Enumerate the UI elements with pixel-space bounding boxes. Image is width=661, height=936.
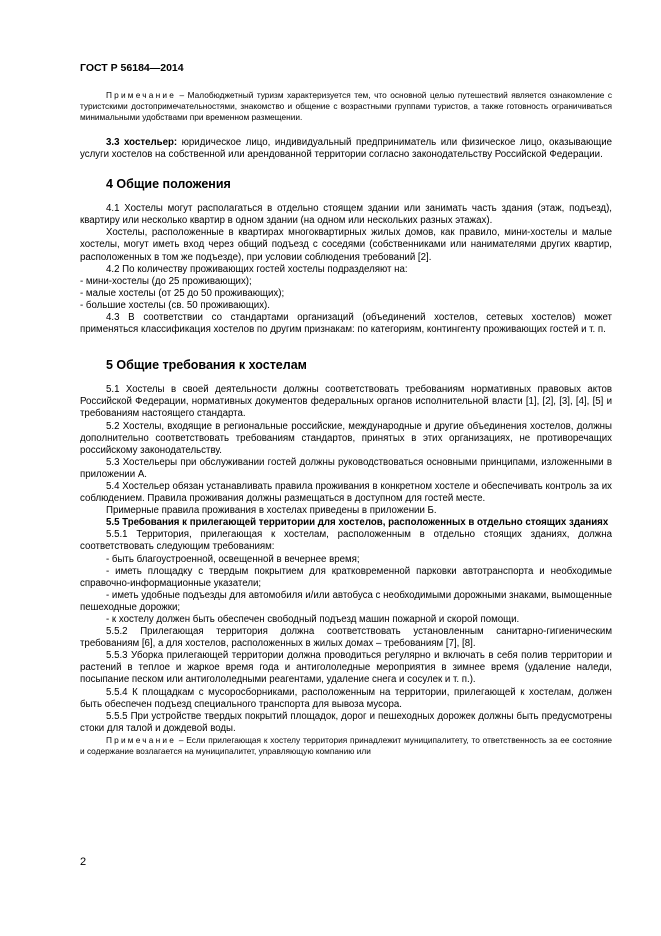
note-text: – Малобюджетный туризм характеризуется тем, что основной целью путешествий является ознакомление с туристскими достопримечательностями, знакомство и общение с возрастными группами туристов, а также готовность ограничиваться минимальными удобствами при временном размещении. — [80, 90, 612, 122]
clause-5-5: 5.5 Требования к прилегающей территории для хостелов, расположенных в отдельно стоящих зданиях — [106, 517, 609, 529]
list-item: - иметь удобные подъезды для автомобиля и/или автобуса с необходимыми дорожными знаками, вымощенные пешеходные дорожки; — [80, 589, 612, 613]
clause-4-2: 4.2 По количеству проживающих гостей хостелы подразделяют на: — [106, 263, 408, 275]
page-content — [80, 90, 612, 757]
clause-5-4-b: Примерные правила проживания в хостелах приведены в приложении Б. — [106, 505, 437, 517]
clause-4-3: 4.3 В соответствии со стандартами организаций (объединений хостелов, сетевых хостелов) может применяться классификация хостелов по другим признакам: по категориям, контингенту проживающих гостей и т. п. — [80, 312, 612, 336]
clause-text: юридическое лицо, индивидуальный предприниматель или физическое лицо, оказывающие услуги хостелов на собственной или арендованной территории согласно законодательству Российской Федерации. — [80, 137, 612, 161]
clause-5-5-1: 5.5.1 Территория, прилегающая к хостелам, расположенным в отдельно стоящих зданиях, должна соответствовать следующим требованиям: — [80, 529, 612, 553]
note-text: – Если прилегающая к хостелу территория принадлежит муниципалитету, то ответственность за ее состояние и содержание возлагается на муниципалитет, управляющую компанию или — [80, 734, 612, 756]
section-5-title: 5 Общие требования к хостелам — [106, 358, 307, 373]
section-4-title: 4 Общие положения — [106, 177, 231, 192]
note-label: Примечание — [106, 734, 177, 745]
clause-5-5-3: 5.5.3 Уборка прилегающей территории должна проводиться регулярно и включать в себя полив территории и растений в теплое и жаркое время года и антигололедные мероприятия в зимнее время (удаление наледи, посыпание песком или антигололедными реагентами, удаление снега и сосулек и т. п.). — [80, 650, 612, 686]
note-1 — [80, 90, 612, 123]
list-item: - иметь площадку с твердым покрытием для кратковременной парковки автотранспорта и необходимые справочно-информационные указатели; — [80, 565, 612, 589]
list-item: - малые хостелы (от 25 до 50 проживающих); — [80, 287, 285, 299]
list-item: - к хостелу должен быть обеспечен свободный подъезд машин пожарной и скорой помощи. — [106, 614, 520, 625]
note-2 — [80, 735, 612, 757]
list-item: - быть благоустроенной, освещенной в вечернее время; — [106, 553, 360, 565]
clause-3-3 — [80, 137, 612, 161]
list-item: - мини-хостелы (до 25 проживающих); — [80, 275, 252, 287]
note-label: Примечание — [106, 90, 177, 100]
clause-5-1: 5.1 Хостелы в своей деятельности должны соответствовать требованиям нормативных правовых актов Российской Федерации, нормативных документов федеральных органов исполнительной власти [1], [2], [3], [4], [5] и требованиям настоящего стандарта. — [80, 384, 612, 420]
clause-4-1-b: Хостелы, расположенные в квартирах многоквартирных жилых домов, как правило, мини-хостелы и малые хостелы, могут иметь вход через общий подъезд с соседями (собственниками или нанимателями других квартир, расположенных в том же подъезде), при условии соблюдения требований [2]. — [80, 227, 612, 263]
clause-5-5-5: 5.5.5 При устройстве твердых покрытий площадок, дорог и пешеходных дорожек должны быть предусмотрены стоки для талой и дождевой воды. — [80, 710, 612, 734]
clause-5-5-4: 5.5.4 К площадкам с мусоросборниками, расположенным на территории, прилегающей к хостелам, должен быть обеспечен подъезд специального транспорта для вывоза мусора. — [80, 686, 612, 710]
clause-5-4: 5.4 Хостельер обязан устанавливать правила проживания в конкретном хостеле и обеспечивать контроль за их соблюдением. Правила проживания должны размещаться в доступном для гостей месте. — [80, 480, 612, 505]
document-header: ГОСТ Р 56184—2014 — [80, 62, 184, 74]
clause-term: 3.3 хостельер: — [106, 137, 178, 148]
list-item: - большие хостелы (св. 50 проживающих). — [80, 299, 270, 311]
clause-4-1: 4.1 Хостелы могут располагаться в отдельно стоящем здании или занимать часть здания (этаж, подъезд), квартиру или несколько квартир в одном здании (на одном или нескольких разных этажах). — [80, 203, 612, 227]
clause-5-2: 5.2 Хостелы, входящие в региональные российские, международные и другие объединения хостелов, должны дополнительно соответствовать требованиям стандартов, принятых в этих организациях, не противоречащих российскому законодательству. — [80, 420, 612, 456]
page-number: 2 — [80, 856, 87, 868]
clause-5-3: 5.3 Хостельеры при обслуживании гостей должны руководствоваться основными принципами, изложенными в приложении А. — [80, 456, 612, 480]
clause-5-5-2: 5.5.2 Прилегающая территория должна соответствовать установленным санитарно-гигиеническим требованиям [6], а для хостелов, расположенных в жилых домах – требованиям [7], [8]. — [80, 626, 612, 650]
